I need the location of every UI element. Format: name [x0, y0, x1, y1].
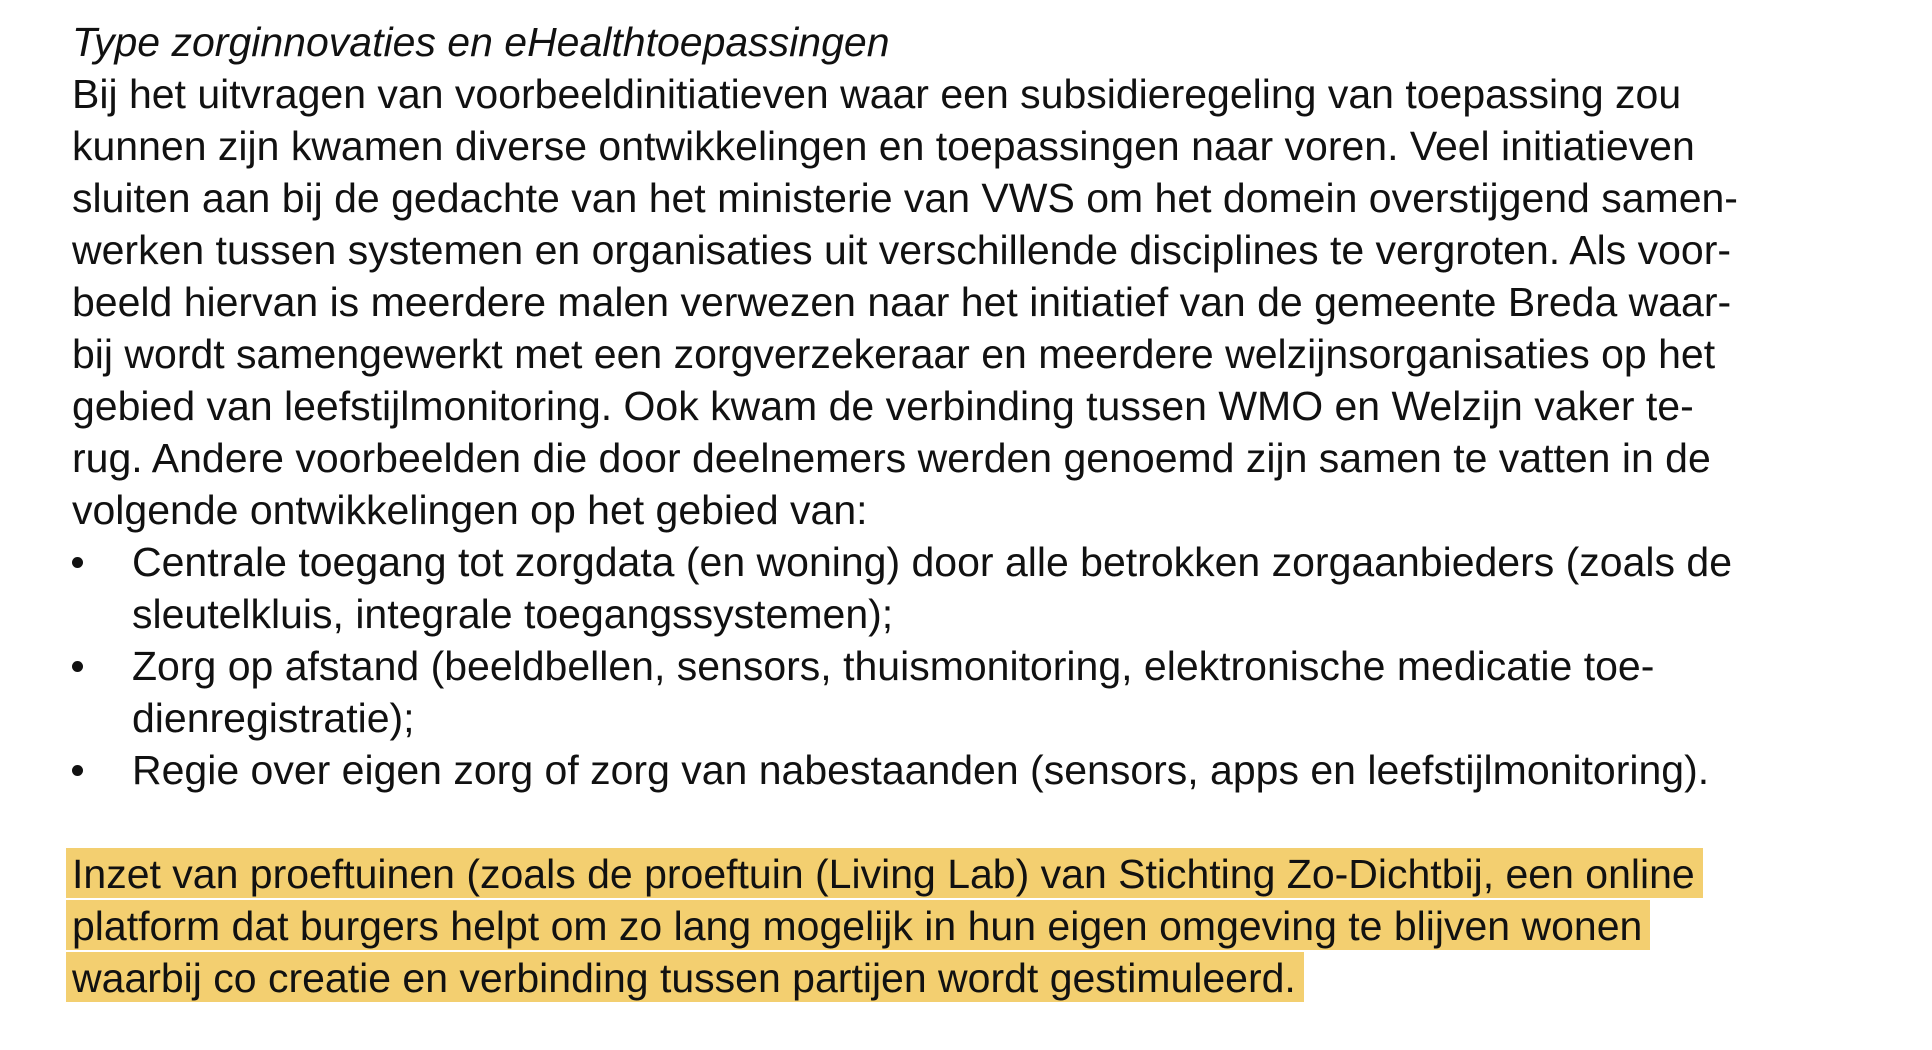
bullet-icon	[72, 765, 83, 776]
paragraph-line: volgende ontwikkelingen op het gebied van:	[72, 487, 868, 533]
bullet-line: Centrale toegang tot zorgdata (en woning) door alle betrokken zorgaanbieders (zoals de	[132, 539, 1733, 585]
highlighted-line: waarbij co creatie en verbinding tussen partijen wordt gestimuleerd.	[66, 952, 1304, 1002]
bullet-line: Zorg op afstand (beeldbellen, sensors, thuismonitoring, elektronische medicatie toe-	[132, 643, 1655, 689]
bullet-item	[72, 744, 1852, 796]
paragraph-line: sluiten aan bij de gedachte van het ministerie van VWS om het domein overstijgend samen-	[72, 175, 1738, 221]
paragraph-line: werken tussen systemen en organisaties uit verschillende disciplines te vergroten. Als voor-	[72, 227, 1732, 273]
document-body	[72, 16, 1852, 1004]
highlighted-paragraph	[66, 848, 1852, 1004]
bullet-item	[72, 536, 1852, 640]
section-heading: Type zorginnovaties en eHealthtoepassingen	[72, 19, 890, 65]
paragraph-line: rug. Andere voorbeelden die door deelnemers werden genoemd zijn samen te vatten in de	[72, 435, 1711, 481]
highlighted-line: Inzet van proeftuinen (zoals de proeftuin (Living Lab) van Stichting Zo-Dichtbij, een online	[66, 848, 1703, 898]
intro-paragraph	[72, 68, 1852, 536]
bullet-item	[72, 640, 1852, 744]
paragraph-spacer	[72, 796, 1852, 848]
bullet-line: dienregistratie);	[132, 695, 415, 741]
highlighted-line: platform dat burgers helpt om zo lang mogelijk in hun eigen omgeving te blijven wonen	[66, 900, 1650, 950]
bullet-icon	[72, 661, 83, 672]
paragraph-line: beeld hiervan is meerdere malen verwezen naar het initiatief van de gemeente Breda waar-	[72, 279, 1732, 325]
bullet-list	[72, 536, 1852, 796]
paragraph-line: kunnen zijn kwamen diverse ontwikkelingen en toepassingen naar voren. Veel initiatieven	[72, 123, 1695, 169]
paragraph-line: gebied van leefstijlmonitoring. Ook kwam de verbinding tussen WMO en Welzijn vaker te-	[72, 383, 1694, 429]
bullet-icon	[72, 557, 83, 568]
paragraph-line: Bij het uitvragen van voorbeeldinitiatieven waar een subsidieregeling van toepassing zou	[72, 71, 1682, 117]
bullet-line: Regie over eigen zorg of zorg van nabestaanden (sensors, apps en leefstijlmonitoring).	[132, 747, 1710, 793]
paragraph-line: bij wordt samengewerkt met een zorgverzekeraar en meerdere welzijnsorganisaties op het	[72, 331, 1716, 377]
bullet-line: sleutelkluis, integrale toegangssystemen);	[132, 591, 894, 637]
